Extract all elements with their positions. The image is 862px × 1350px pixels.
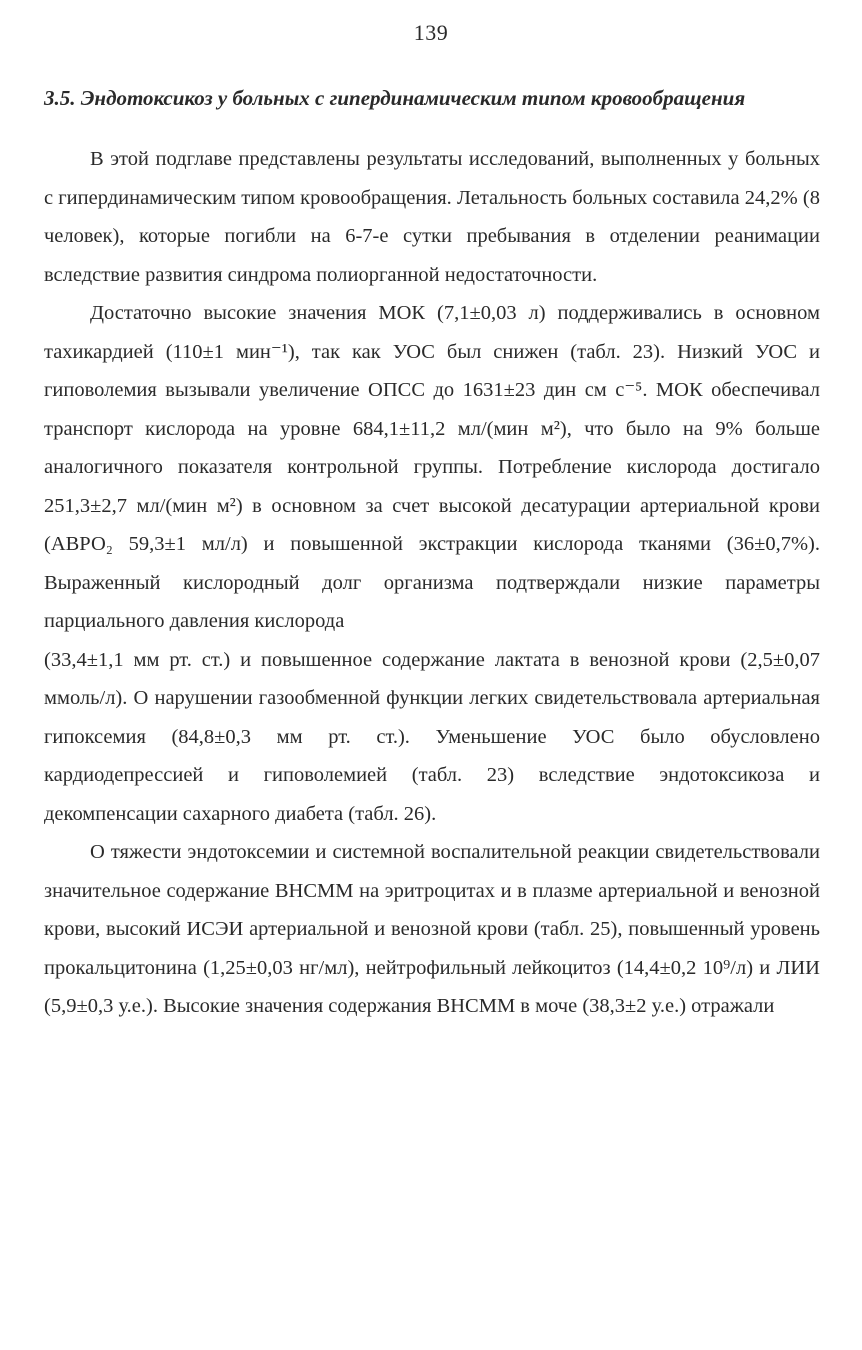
paragraph-2: Достаточно высокие значения МОК (7,1±0,03 л) поддерживались в основном тахикардией (110±1 мин⁻¹), так как УОС был снижен (табл. 23). Низкий УОС и гиповолемия вызывали увеличение ОПСС до 1631±23 дин см с⁻⁵. МОК обеспечивал транспорт кислорода на уровне 684,1±11,2 мл/(мин м²), что было на 9% больше аналогичного показателя контрольной группы. Потребление кислорода достигало 251,3±2,7 мл/(мин м²) в основном за счет высокой десатурации артериальной крови (АВРО₂ 59,3±1 мл/л) и повышенной экстракции кислорода тканями (36±0,7%). Выраженный кислородный долг организма подтверждали низкие параметры парциального давления кислорода xyxy=(44,302,820,632)
body-text xyxy=(44,140,820,1026)
paragraph-3: (33,4±1,1 мм рт. ст.) и повышенное содержание лактата в венозной крови (2,5±0,07 ммоль/л). О нарушении газообменной функции легких свидетельствовала артериальная гипоксемия (84,8±0,3 мм рт. ст.). Уменьшение УОС было обусловлено кардиодепрессией и гиповолемией (табл. 23) вследствие эндотоксикоза и декомпенсации сахарного диабета (табл. 26). xyxy=(44,648,820,825)
paragraph-1: В этой подглаве представлены результаты исследований, выполненных у больных с гипердинамическим типом кровообращения. Летальность больных составила 24,2% (8 человек), которые погибли на 6-7-е сутки пребывания в отделении реанимации вследствие развития синдрома полиорганной недостаточности. xyxy=(44,148,820,286)
page-number: 139 xyxy=(413,20,449,45)
paragraph-4: О тяжести эндотоксемии и системной воспалительной реакции свидетельствовали значительное содержание ВНСММ на эритроцитах и в плазме артериальной и венозной крови, высокий ИСЭИ артериальной и венозной крови (табл. 25), повышенный уровень прокальцитонина (1,25±0,03 нг/мл), нейтрофильный лейкоцитоз (14,4±0,2 10⁹/л) и ЛИИ (5,9±0,3 у.е.). Высокие значения содержания ВНСММ в моче (38,3±2 у.е.) отражали xyxy=(44,841,820,1017)
section-heading: 3.5. Эндотоксикоз у больных с гипердинамическим типом кровообращения xyxy=(44,86,746,110)
